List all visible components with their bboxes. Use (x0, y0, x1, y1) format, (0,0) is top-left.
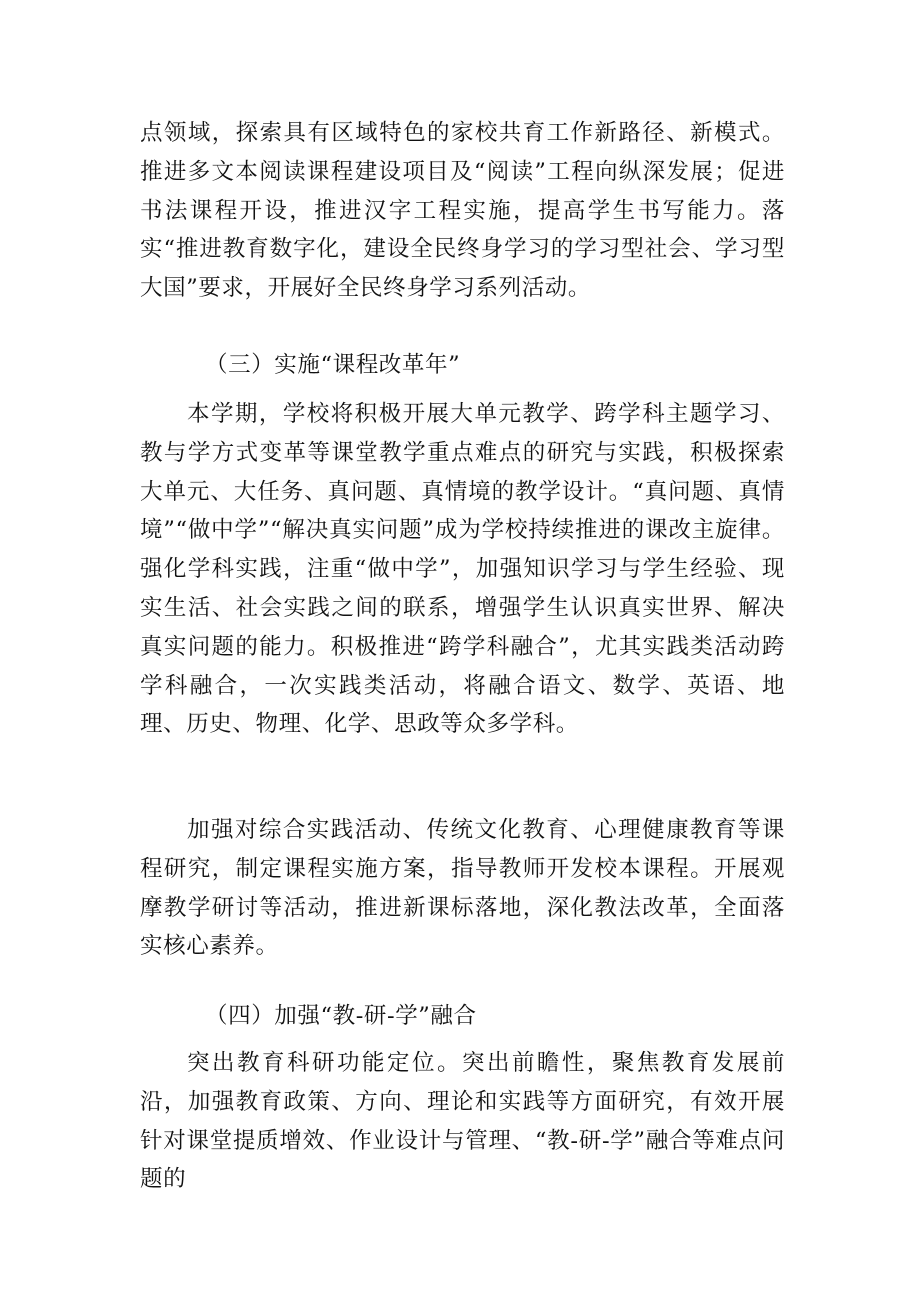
paragraph-curriculum-reform: 本学期，学校将积极开展大单元教学、跨学科主题学习、教与学方式变革等课堂教学重点难点的研究与实践，积极探索大单元、大任务、真问题、真情境的教学设计。“真问题、真情境”“做中学”“解决真实问题”成为学校持续推进的课改主旋律。强化学科实践，注重“做中学”，加强知识学习与学生经验、现实生活、社会实践之间的联系，增强学生认识真实世界、解决真实问题的能力。积极推进“跨学科融合”，尤其实践类活动跨学科融合，一次实践类活动，将融合语文、数学、英语、地理、历史、物理、化学、思政等众多学科。 (140, 401, 785, 738)
paragraph-continued: 点领域，探索具有区域特色的家校共育工作新路径、新模式。推进多文本阅读课程建设项目及“阅读”工程向纵深发展；促进书法课程开设，推进汉字工程实施，提高学生书写能力。落实“推进教育数字化，建设全民终身学习的学习型社会、学习型大国”要求，开展好全民终身学习系列活动。 (140, 120, 785, 302)
paragraph-education-research: 突出教育科研功能定位。突出前瞻性，聚焦教育发展前沿，加强教育政策、方向、理论和实践等方面研究，有效开展针对课堂提质增效、作业设计与管理、“教-研-学”融合等难点问题的 (140, 1050, 785, 1193)
paragraph-comprehensive-practice: 加强对综合实践活动、传统文化教育、心理健康教育等课程研究，制定课程实施方案，指导教师开发校本课程。开展观摩教学研讨等活动，推进新课标落地，深化教法改革，全面落实核心素养。 (140, 817, 785, 960)
section-heading-4: （四）加强“教-研-学”融合 (205, 1003, 477, 1029)
section-heading-3: （三）实施“课程改革年” (205, 352, 461, 378)
